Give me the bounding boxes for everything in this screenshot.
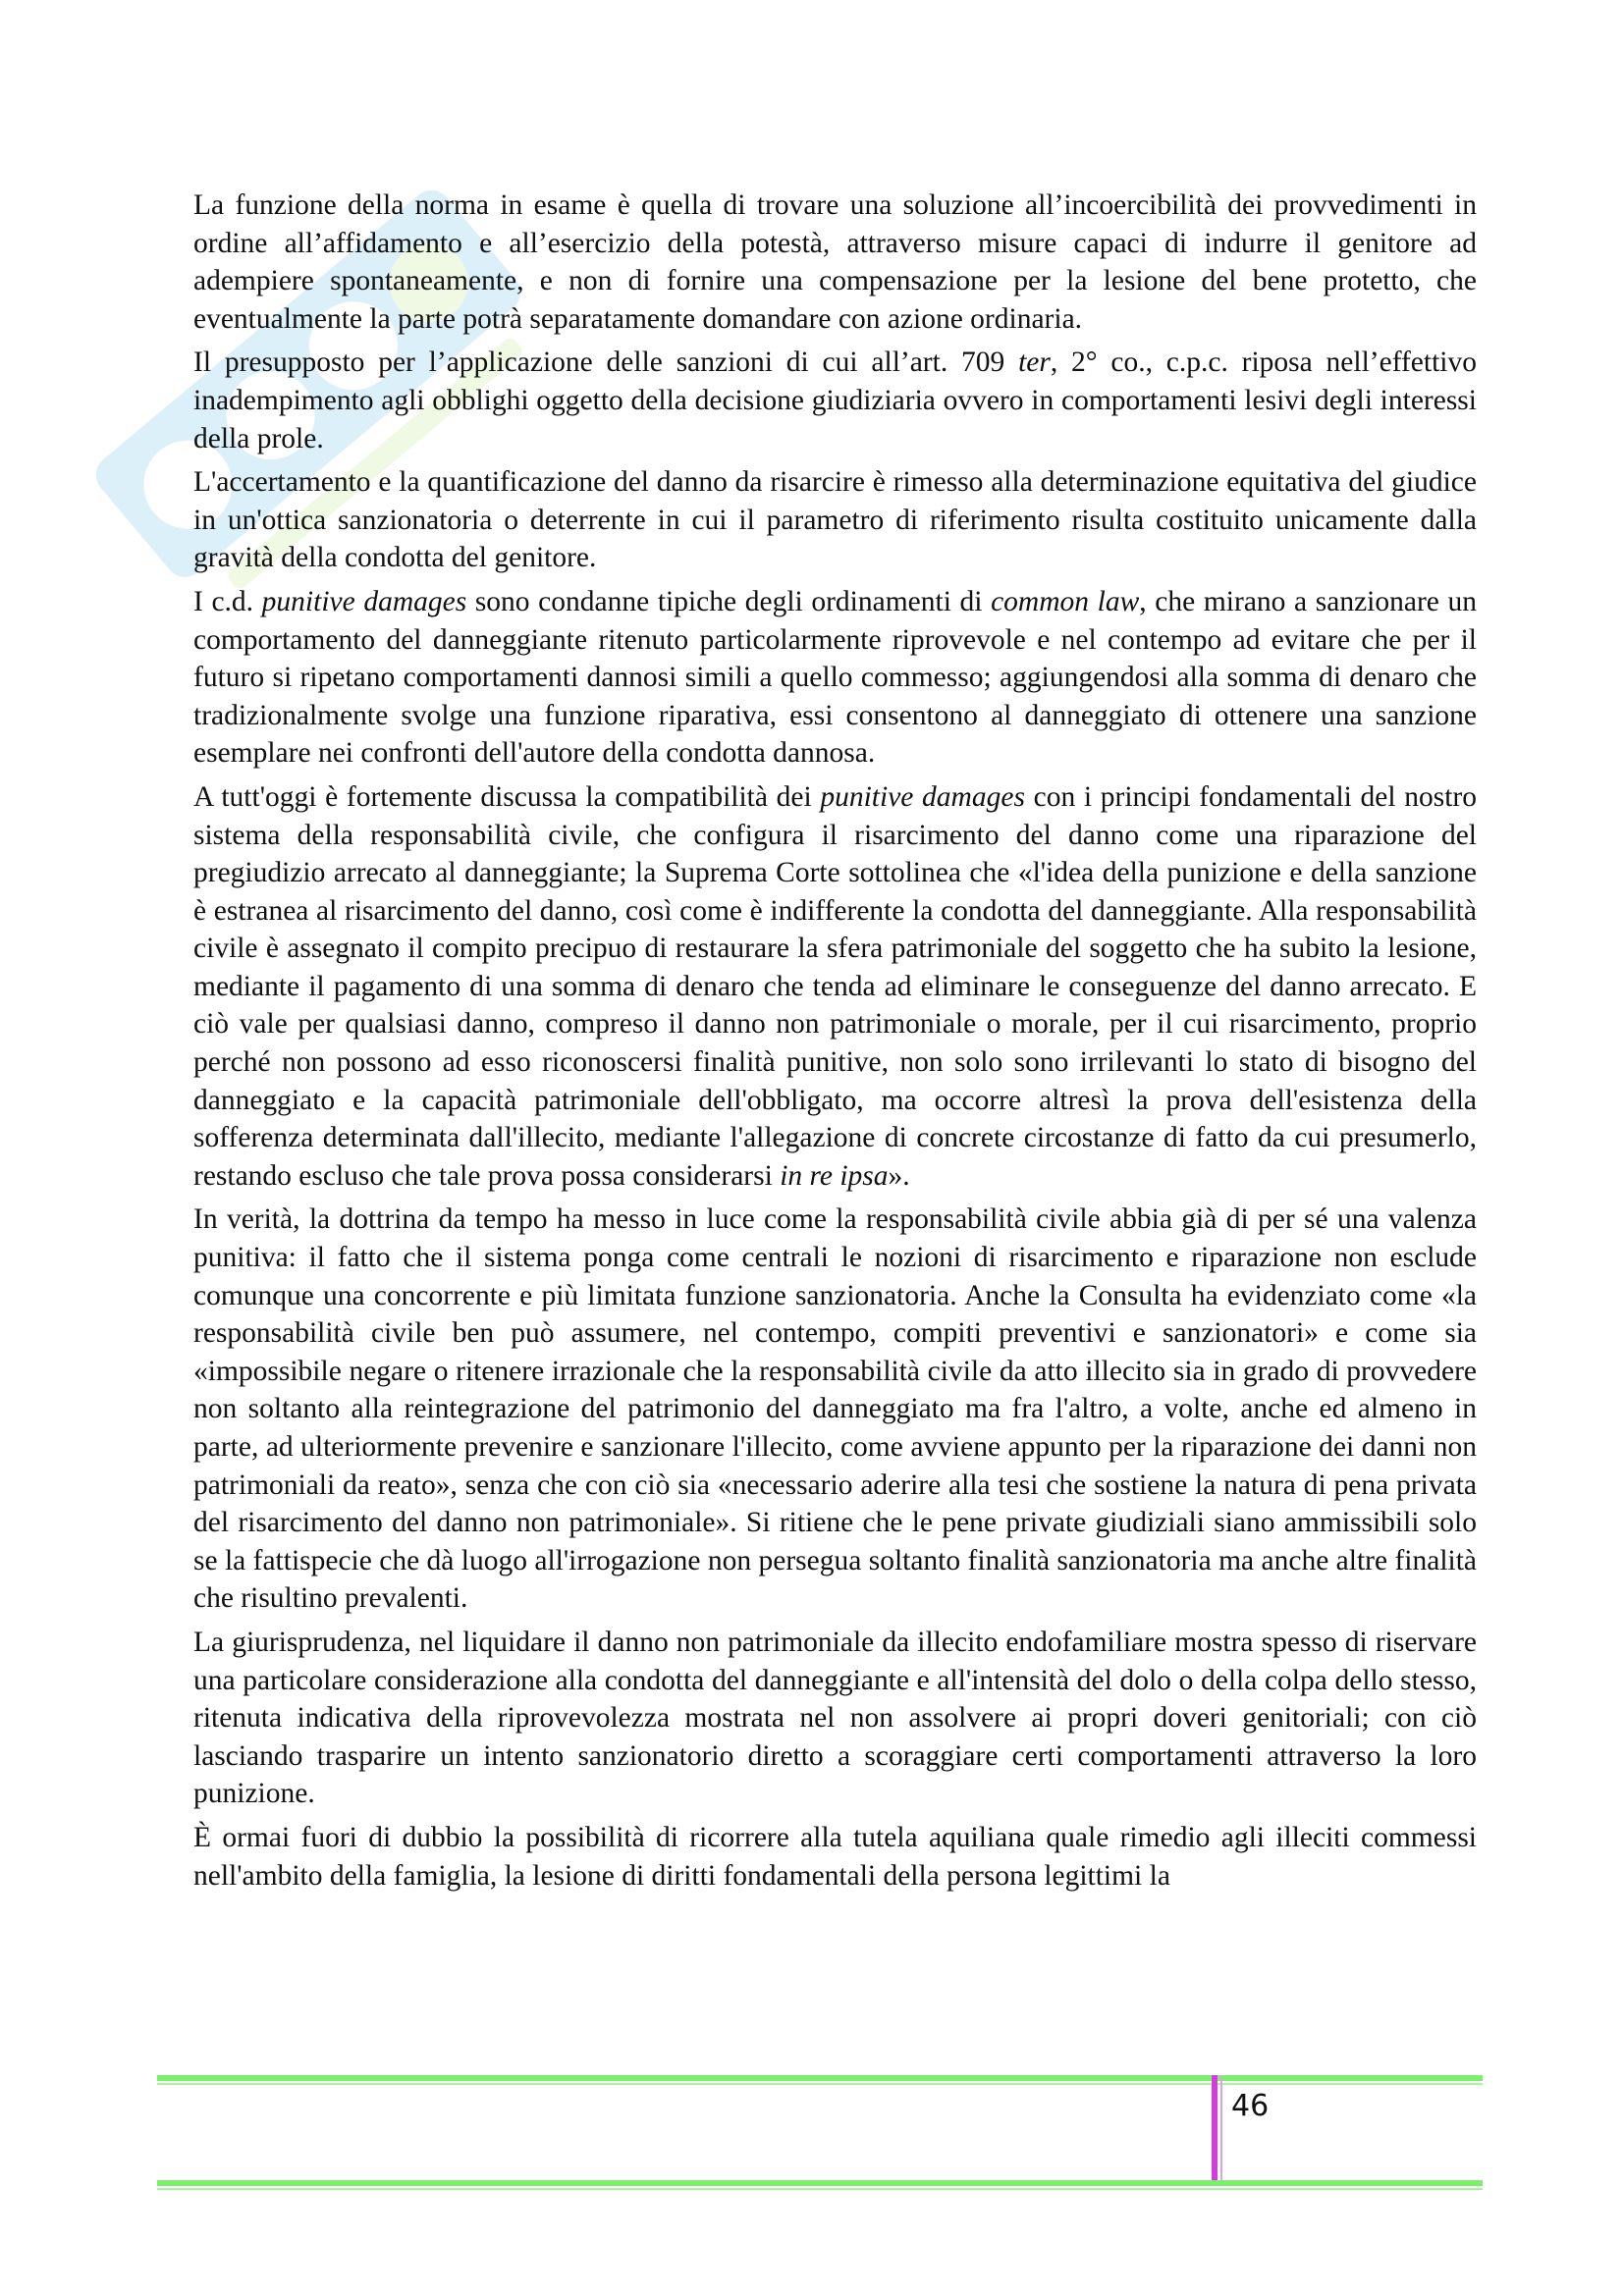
text-run: , 2° co., c.p.c. riposa nell’effettivo inadempimento agli obblighi oggetto della decisione giudiziaria ovvero in comportamenti lesivi degli interessi della prole. <box>193 347 1477 454</box>
page-number: 46 <box>1231 2089 1270 2123</box>
italic-run: punitive damages <box>820 780 1025 813</box>
paragraph <box>193 1624 1477 1813</box>
text-run: La funzione della norma in esame è quella di trovare una soluzione all’incoercibilità dei provvedimenti in ordine all’affidamento e all’esercizio della potestà, attraverso misure capaci di indurre il genitore ad adempiere spontaneamente, e non di fornire una compensazione per la lesione del bene protetto, che eventualmente la parte potrà separatamente domandare con azione ordinaria. <box>193 189 1477 335</box>
italic-run: common law <box>991 585 1140 617</box>
text-run: L'accertamento e la quantificazione del danno da risarcire è rimesso alla determinazione equitativa del giudice in un'ottica sanzionatoria o deterrente in cui il parametro di riferimento risulta costituito unicamente dalla gravità della condotta del genitore. <box>193 466 1477 574</box>
paragraph <box>193 187 1477 338</box>
paragraph <box>193 344 1477 457</box>
text-run: A tutt'oggi è fortemente discussa la compatibilità dei <box>193 780 821 813</box>
text-run: È ormai fuori di dubbio la possibilità di ricorrere alla tutela aquiliana quale rimedio agli illeciti commessi nell'ambito della famiglia, la lesione di diritti fondamentali della persona legittimi la <box>193 1821 1477 1892</box>
footer-bottom-rule <box>157 2180 1483 2186</box>
paragraph <box>193 1819 1477 1895</box>
paragraph <box>193 1201 1477 1618</box>
italic-run: punitive damages <box>261 585 467 617</box>
italic-run: ter <box>1018 347 1051 379</box>
text-run: sono condanne tipiche degli ordinamenti di <box>466 585 992 617</box>
text-run: In verità, la dottrina da tempo ha messo in luce come la responsabilità civile abbia già di per sé una valenza punitiva: il fatto che il sistema ponga come centrali le nozioni di risarcimento e riparazione non esclude comunque una concorrente e più limitata funzione sanzionatoria. Anche la Consulta ha evidenziato come «la responsabilità civile ben può assumere, nel contempo, compiti preventivi e sanzionatori» e come sia «impossibile negare o ritenere irrazionale che la responsabilità civile da atto illecito sia in grado di provvedere non soltanto alla reintegrazione del patrimonio del danneggiato ma fra l'altro, a volte, anche ed almeno in parte, ad ulteriormente prevenire e sanzionare l'illecito, come avviene appunto per la riparazione dei danni non patrimoniali da reato», senza che con ciò sia «necessario aderire alla tesi che sostiene la natura di pena privata del risarcimento del danno non patrimoniale». Si ritiene che le pene private giudiziali siano ammissibili solo se la fattispecie che dà luogo all'irrogazione non persegua soltanto finalità sanzionatoria ma anche altre finalità che risultino prevalenti. <box>193 1203 1477 1615</box>
paragraph <box>193 463 1477 577</box>
text-run: ». <box>888 1159 910 1192</box>
page-number-divider <box>1212 2075 1217 2185</box>
document-body <box>193 187 1477 2061</box>
paragraph <box>193 583 1477 773</box>
text-run: La giurisprudenza, nel liquidare il danno non patrimoniale da illecito endofamiliare mostra spesso di riservare una particolare considerazione alla condotta del danneggiante e all'intensità del dolo o della colpa dello stesso, ritenuta indicativa della riprovevolezza mostrata nel non assolvere ai propri doveri genitoriali; con ciò lasciando trasparire un intento sanzionatorio diretto a scoraggiare certi comportamenti attraverso la loro punizione. <box>193 1626 1477 1810</box>
footer-top-rule <box>157 2075 1483 2081</box>
text-run: I c.d. <box>193 585 262 617</box>
italic-run: in re ipsa <box>780 1159 889 1192</box>
text-run: Il presupposto per l’applicazione delle sanzioni di cui all’art. 709 <box>193 347 1019 379</box>
paragraph <box>193 778 1477 1196</box>
text-run: , che mirano a sanzionare un comportamento del danneggiante ritenuto particolarmente riprovevole e nel contempo ad evitare che per il futuro si ripetano comportamenti dannosi simili a quello commesso; aggiungendosi alla somma di denaro che tradizionalmente svolge una funzione riparativa, essi consentono al danneggiato di ottenere una sanzione esemplare nei confronti dell'autore della condotta dannosa. <box>193 585 1477 770</box>
text-run: con i principi fondamentali del nostro sistema della responsabilità civile, che configura il risarcimento del danno come una riparazione del pregiudizio arrecato al danneggiante; la Suprema Corte sottolinea che «l'idea della punizione e della sanzione è estranea al risarcimento del danno, così come è indifferente la condotta del danneggiante. Alla responsabilità civile è assegnato il compito precipuo di restaurare la sfera patrimoniale del soggetto che ha subito la lesione, mediante il pagamento di una somma di denaro che tenda ad eliminare le conseguenze del danno arrecato. E ciò vale per qualsiasi danno, compreso il danno non patrimoniale o morale, per il cui risarcimento, proprio perché non possono ad esso riconoscersi finalità punitive, non solo sono irrilevanti lo stato di bisogno del danneggiato e la capacità patrimoniale dell'obbligato, ma occorre altresì la prova dell'esistenza della sofferenza determinata dall'illecito, mediante l'allegazione di concrete circostanze di fatto da cui presumerlo, restando escluso che tale prova possa considerarsi <box>193 780 1477 1192</box>
